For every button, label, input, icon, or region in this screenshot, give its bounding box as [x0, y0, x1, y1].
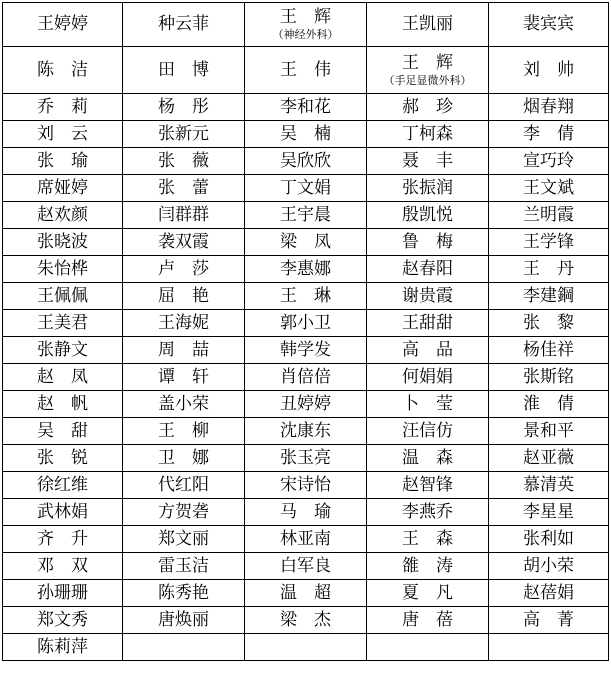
person-name: 王 丹 — [523, 258, 574, 279]
person-name: 赵春阳 — [402, 258, 453, 279]
name-cell — [3, 499, 123, 526]
table-row — [3, 310, 609, 337]
person-name: 何娟娟 — [402, 366, 453, 387]
table-row — [3, 283, 609, 310]
person-name: 王婷婷 — [37, 14, 88, 34]
name-cell — [3, 310, 123, 337]
name-cell — [245, 607, 367, 634]
name-cell — [3, 418, 123, 445]
person-name: 孙珊珊 — [37, 582, 88, 603]
name-cell — [245, 580, 367, 607]
name-cell — [245, 283, 367, 310]
person-name: 韩学发 — [280, 339, 331, 360]
name-cell — [367, 148, 489, 175]
name-cell — [3, 472, 123, 499]
person-name: 张振润 — [402, 177, 453, 198]
person-name: 种云菲 — [158, 14, 209, 34]
name-cell — [489, 337, 609, 364]
person-name: 景和平 — [523, 420, 574, 441]
person-name: 马 瑜 — [280, 501, 331, 522]
name-cell — [367, 283, 489, 310]
person-name: 张 锐 — [37, 447, 88, 468]
person-name: 王 柳 — [158, 420, 209, 441]
person-name: 丑婷婷 — [280, 393, 331, 414]
name-cell — [489, 256, 609, 283]
name-cell — [245, 3, 367, 47]
name-cell — [3, 175, 123, 202]
person-name: 张 蕾 — [158, 177, 209, 198]
person-name: 慕清英 — [523, 474, 574, 495]
person-name: 王 辉 — [280, 7, 331, 27]
name-cell — [489, 607, 609, 634]
person-name: 肖倍倍 — [280, 366, 331, 387]
name-cell — [367, 580, 489, 607]
name-cell — [367, 607, 489, 634]
name-cell — [367, 3, 489, 47]
person-name: 张斯铭 — [523, 366, 574, 387]
name-cell — [123, 391, 245, 418]
person-name: 梁 凤 — [280, 231, 331, 252]
person-name: 陈莉萍 — [37, 636, 88, 657]
name-cell — [367, 337, 489, 364]
person-name: 汪信仿 — [402, 420, 453, 441]
person-name: 代红阳 — [158, 474, 209, 495]
name-cell — [489, 47, 609, 94]
name-cell — [245, 94, 367, 121]
header-row — [3, 3, 609, 47]
person-name: 吴 楠 — [280, 123, 331, 144]
person-name: 闫群群 — [158, 204, 209, 225]
name-cell — [245, 445, 367, 472]
table-row — [3, 634, 609, 661]
name-cell — [489, 526, 609, 553]
name-cell — [367, 175, 489, 202]
person-name: 张利如 — [523, 528, 574, 549]
department-note: （手足显微外科） — [383, 73, 472, 87]
name-cell — [123, 148, 245, 175]
person-name: 卢 莎 — [158, 258, 209, 279]
person-name: 王凯丽 — [402, 14, 453, 34]
person-name: 赵欢颜 — [37, 204, 88, 225]
name-cell — [123, 202, 245, 229]
person-name: 张 黎 — [523, 312, 574, 333]
person-name: 吴欣欣 — [280, 150, 331, 171]
person-name: 张晓波 — [37, 231, 88, 252]
person-name: 兰明霞 — [523, 204, 574, 225]
person-name: 郑文秀 — [37, 609, 88, 630]
name-cell — [367, 634, 489, 661]
name-cell — [3, 445, 123, 472]
name-cell — [123, 3, 245, 47]
name-cell — [367, 418, 489, 445]
name-cell — [245, 499, 367, 526]
person-name: 李燕乔 — [402, 501, 453, 522]
person-name: 李星星 — [523, 501, 574, 522]
person-name: 王宇晨 — [280, 204, 331, 225]
person-name: 王文斌 — [523, 177, 574, 198]
name-cell — [123, 553, 245, 580]
person-name: 丁文娟 — [280, 177, 331, 198]
name-cell — [245, 229, 367, 256]
name-cell — [3, 580, 123, 607]
name-cell — [123, 47, 245, 94]
name-cell — [489, 364, 609, 391]
name-cell — [489, 310, 609, 337]
name-cell — [123, 175, 245, 202]
name-cell — [367, 553, 489, 580]
person-name: 裴宾宾 — [523, 14, 574, 34]
person-name: 邓 双 — [37, 555, 88, 576]
name-cell — [489, 472, 609, 499]
person-name: 宋诗怡 — [280, 474, 331, 495]
name-cell — [3, 634, 123, 661]
person-name: 王 琳 — [280, 285, 331, 306]
person-name: 田 博 — [158, 59, 209, 80]
person-name: 丁柯森 — [402, 123, 453, 144]
name-cell — [3, 256, 123, 283]
person-name: 郭小卫 — [280, 312, 331, 333]
person-name: 李建鋼 — [523, 285, 574, 306]
person-name: 席娅婷 — [37, 177, 88, 198]
name-cell — [489, 553, 609, 580]
name-cell — [123, 607, 245, 634]
name-cell — [489, 94, 609, 121]
name-cell — [3, 148, 123, 175]
person-name: 烟春翔 — [523, 96, 574, 117]
person-name: 王美君 — [37, 312, 88, 333]
person-name: 刘 云 — [37, 123, 88, 144]
person-name: 谭 轩 — [158, 366, 209, 387]
person-name: 林亚南 — [280, 528, 331, 549]
person-name: 聂 丰 — [402, 150, 453, 171]
name-cell — [489, 148, 609, 175]
person-name: 温 森 — [402, 447, 453, 468]
person-name: 张新元 — [158, 123, 209, 144]
person-name: 陈秀艳 — [158, 582, 209, 603]
person-name: 雷玉洁 — [158, 555, 209, 576]
person-name: 赵蓓娟 — [523, 582, 574, 603]
person-name: 王 伟 — [280, 59, 331, 80]
name-cell — [123, 634, 245, 661]
person-name: 赵亚薇 — [523, 447, 574, 468]
table-row — [3, 94, 609, 121]
name-cell — [3, 229, 123, 256]
person-name: 王佩佩 — [37, 285, 88, 306]
name-cell — [123, 229, 245, 256]
name-cell — [3, 94, 123, 121]
name-cell — [367, 499, 489, 526]
name-cell — [367, 256, 489, 283]
person-name: 卫 娜 — [158, 447, 209, 468]
name-cell — [123, 499, 245, 526]
person-name: 吴 甜 — [37, 420, 88, 441]
person-name: 王 辉 — [402, 52, 453, 73]
name-cell — [367, 364, 489, 391]
name-cell — [123, 364, 245, 391]
person-name: 赵 帆 — [37, 393, 88, 414]
name-cell — [489, 580, 609, 607]
name-cell — [245, 337, 367, 364]
table-row — [3, 472, 609, 499]
person-name: 胡小荣 — [523, 555, 574, 576]
name-cell — [489, 175, 609, 202]
table-row — [3, 121, 609, 148]
name-cell — [3, 607, 123, 634]
name-cell — [245, 472, 367, 499]
department-note: （神经外科） — [272, 28, 339, 41]
person-name: 鲁 梅 — [402, 231, 453, 252]
table-row — [3, 445, 609, 472]
person-name: 盖小荣 — [158, 393, 209, 414]
name-cell — [489, 229, 609, 256]
name-cell — [367, 202, 489, 229]
person-name: 齐 升 — [37, 528, 88, 549]
person-name: 朱怡桦 — [37, 258, 88, 279]
person-name: 郝 珍 — [402, 96, 453, 117]
name-cell — [3, 337, 123, 364]
person-name: 袭双霞 — [158, 231, 209, 252]
person-name: 李 倩 — [523, 123, 574, 144]
person-name: 郑文丽 — [158, 528, 209, 549]
name-cell — [123, 310, 245, 337]
name-cell — [123, 256, 245, 283]
table-row — [3, 202, 609, 229]
person-name: 夏 凡 — [402, 582, 453, 603]
name-cell — [245, 634, 367, 661]
table-row — [3, 553, 609, 580]
name-cell — [245, 148, 367, 175]
name-cell — [489, 634, 609, 661]
name-cell — [489, 202, 609, 229]
name-cell — [489, 445, 609, 472]
name-cell — [123, 337, 245, 364]
person-name: 卜 莹 — [402, 393, 453, 414]
name-cell — [245, 364, 367, 391]
name-cell — [3, 364, 123, 391]
name-cell — [123, 580, 245, 607]
name-cell — [489, 418, 609, 445]
name-cell — [367, 47, 489, 94]
name-cell — [367, 526, 489, 553]
name-cell — [367, 445, 489, 472]
name-cell — [123, 121, 245, 148]
name-cell — [3, 526, 123, 553]
person-name: 徐红维 — [37, 474, 88, 495]
person-name: 杨佳祥 — [523, 339, 574, 360]
person-name: 周 喆 — [158, 339, 209, 360]
name-cell — [123, 94, 245, 121]
name-cell — [245, 121, 367, 148]
table-row — [3, 229, 609, 256]
name-cell — [123, 283, 245, 310]
name-cell — [3, 121, 123, 148]
person-name: 温 超 — [280, 582, 331, 603]
person-name: 谢贵霞 — [402, 285, 453, 306]
name-cell — [367, 121, 489, 148]
person-name: 屈 艳 — [158, 285, 209, 306]
person-name: 张玉亮 — [280, 447, 331, 468]
name-cell — [489, 3, 609, 47]
person-name: 王海妮 — [158, 312, 209, 333]
person-name: 殷凯悦 — [402, 204, 453, 225]
person-name: 乔 莉 — [37, 96, 88, 117]
person-name: 唐焕丽 — [158, 609, 209, 630]
name-cell — [245, 175, 367, 202]
person-name: 淮 倩 — [523, 393, 574, 414]
person-name: 唐 蓓 — [402, 609, 453, 630]
name-cell — [123, 445, 245, 472]
table-row — [3, 256, 609, 283]
name-cell — [245, 418, 367, 445]
person-name: 张静文 — [37, 339, 88, 360]
person-name: 梁 杰 — [280, 609, 331, 630]
person-name: 白军良 — [280, 555, 331, 576]
person-name: 李和花 — [280, 96, 331, 117]
name-cell — [123, 418, 245, 445]
name-cell — [3, 3, 123, 47]
name-cell — [489, 499, 609, 526]
person-name: 王 森 — [402, 528, 453, 549]
person-name: 宣巧玲 — [523, 150, 574, 171]
name-cell — [245, 553, 367, 580]
person-name: 方贺砻 — [158, 501, 209, 522]
name-cell — [3, 553, 123, 580]
name-cell — [3, 391, 123, 418]
name-cell — [489, 283, 609, 310]
table-row — [3, 607, 609, 634]
person-name: 刘 帅 — [523, 59, 574, 80]
person-name: 赵智锋 — [402, 474, 453, 495]
person-name: 高 品 — [402, 339, 453, 360]
name-cell — [123, 472, 245, 499]
name-roster-table — [2, 2, 609, 661]
table-row — [3, 418, 609, 445]
name-cell — [245, 310, 367, 337]
name-cell — [3, 202, 123, 229]
name-cell — [367, 391, 489, 418]
name-cell — [245, 526, 367, 553]
person-name: 李惠娜 — [280, 258, 331, 279]
name-cell — [367, 472, 489, 499]
name-cell — [245, 47, 367, 94]
table-row — [3, 175, 609, 202]
name-cell — [245, 391, 367, 418]
person-name: 沈康东 — [280, 420, 331, 441]
person-name: 高 菁 — [523, 609, 574, 630]
person-name: 张 瑜 — [37, 150, 88, 171]
name-cell — [123, 526, 245, 553]
person-name: 武林娟 — [37, 501, 88, 522]
name-cell — [245, 202, 367, 229]
person-name: 雒 涛 — [402, 555, 453, 576]
name-cell — [3, 47, 123, 94]
person-name: 杨 彤 — [158, 96, 209, 117]
person-name: 赵 凤 — [37, 366, 88, 387]
name-cell — [489, 121, 609, 148]
table-row — [3, 337, 609, 364]
table-row — [3, 526, 609, 553]
person-name: 王学锋 — [523, 231, 574, 252]
table-row — [3, 580, 609, 607]
name-cell — [489, 391, 609, 418]
roster-body — [3, 3, 609, 661]
person-name: 陈 洁 — [37, 59, 88, 80]
name-cell — [3, 283, 123, 310]
person-name: 王甜甜 — [402, 312, 453, 333]
name-cell — [367, 310, 489, 337]
table-row — [3, 499, 609, 526]
name-cell — [245, 256, 367, 283]
table-row — [3, 391, 609, 418]
name-cell — [367, 229, 489, 256]
table-row — [3, 364, 609, 391]
name-cell — [367, 94, 489, 121]
table-row — [3, 47, 609, 94]
person-name: 张 薇 — [158, 150, 209, 171]
table-row — [3, 148, 609, 175]
